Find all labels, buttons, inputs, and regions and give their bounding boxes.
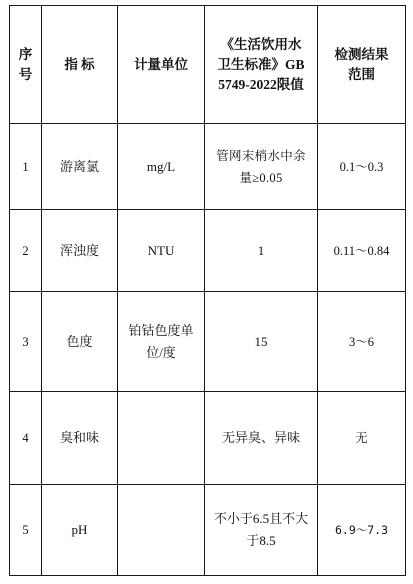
table-row [10, 124, 406, 210]
row-unit: 铂钴色度单位/度 [118, 292, 205, 392]
header-unit: 计量单位 [118, 6, 205, 124]
row-seq: 4 [10, 392, 42, 485]
row-unit: NTU [118, 210, 205, 292]
row-unit [118, 485, 205, 576]
row-indicator: 色度 [42, 292, 118, 392]
row-result: 无 [318, 392, 406, 485]
header-row [10, 6, 406, 124]
row-limit: 无异臭、异味 [205, 392, 318, 485]
row-seq: 2 [10, 210, 42, 292]
row-indicator: pH [42, 485, 118, 576]
row-result: 6.9～7.3 [318, 485, 406, 576]
row-unit [118, 392, 205, 485]
row-limit: 管网末梢水中余量≥0.05 [205, 124, 318, 210]
row-seq: 1 [10, 124, 42, 210]
header-result: 检测结果范围 [318, 6, 406, 124]
table-row [10, 485, 406, 576]
row-seq: 5 [10, 485, 42, 576]
table-row [10, 392, 406, 485]
row-indicator: 臭和味 [42, 392, 118, 485]
row-limit: 不小于6.5且不大于8.5 [205, 485, 318, 576]
table-row [10, 210, 406, 292]
header-indicator: 指 标 [42, 6, 118, 124]
header-seq: 序号 [10, 6, 42, 124]
water-quality-table [9, 5, 406, 576]
row-limit: 15 [205, 292, 318, 392]
row-result: 0.11～0.84 [318, 210, 406, 292]
row-seq: 3 [10, 292, 42, 392]
table-row [10, 292, 406, 392]
row-limit: 1 [205, 210, 318, 292]
row-indicator: 游离氯 [42, 124, 118, 210]
header-limit: 《生活饮用水卫生标准》GB5749-2022限值 [205, 6, 318, 124]
row-indicator: 浑浊度 [42, 210, 118, 292]
row-result: 3～6 [318, 292, 406, 392]
row-unit: mg/L [118, 124, 205, 210]
row-result: 0.1～0.3 [318, 124, 406, 210]
